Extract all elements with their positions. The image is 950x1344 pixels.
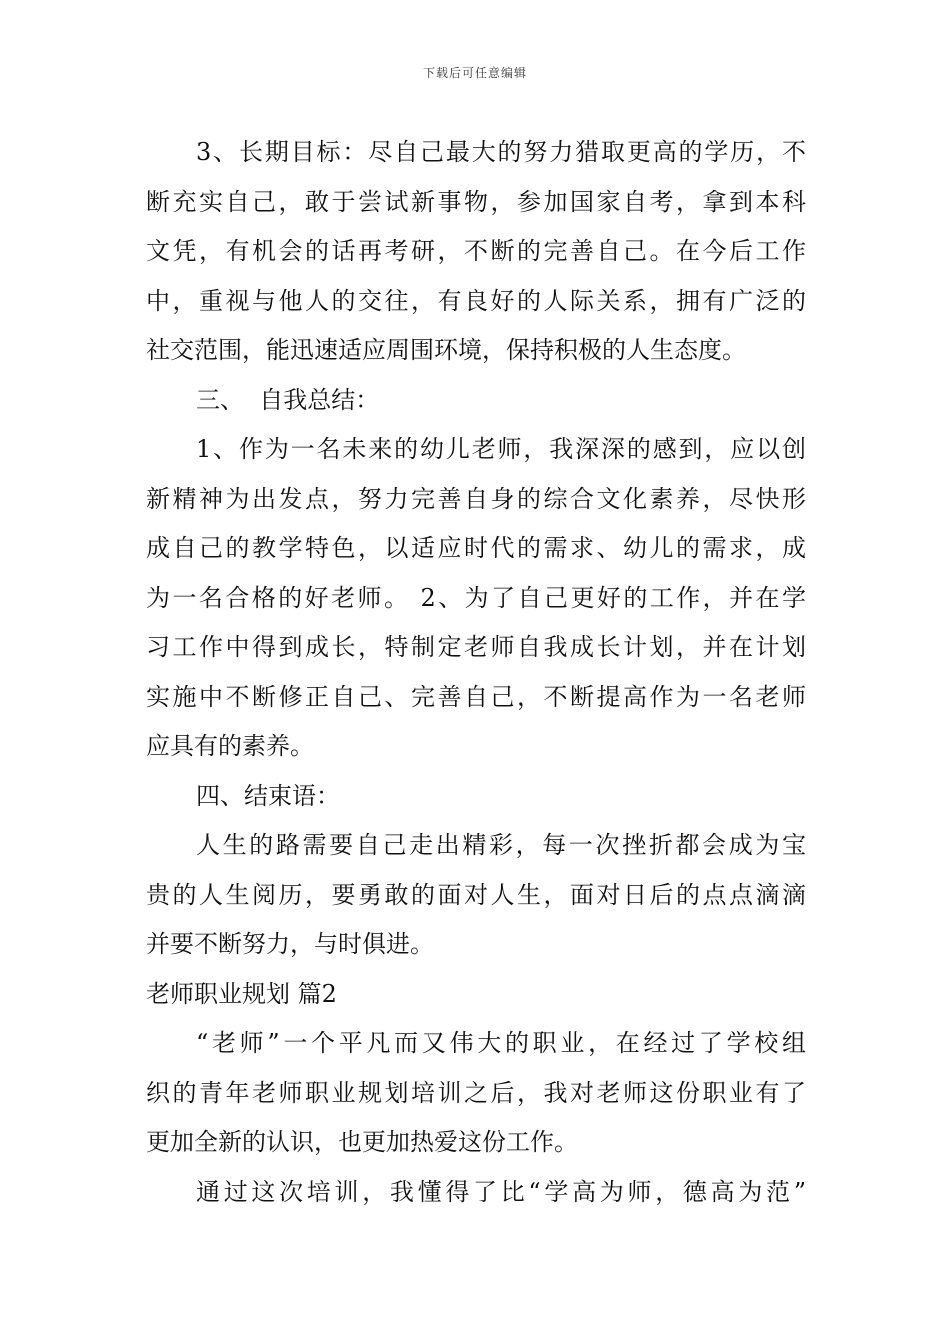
text-line: 新精神为出发点，努力完善自身的综合文化素养，尽快形 — [146, 484, 806, 513]
text-line: 3、长期目标：尽自己最大的努力猎取更高的学历，不 — [196, 138, 806, 166]
text-line: 通过这次培训，我懂得了比“学高为师，德高为范” — [196, 1177, 806, 1206]
section-heading: 三、 自我总结： — [196, 385, 380, 414]
text-line: 中，重视与他人的交往，有良好的人际关系，拥有广泛的 — [146, 286, 806, 315]
document-body — [146, 128, 806, 1217]
text-line: 并要不断努力，与时俱进。 — [146, 930, 434, 958]
text-line: 1、作为一名未来的幼儿老师，我深深的感到，应以创 — [196, 435, 806, 463]
text-line: 应具有的素养。 — [146, 732, 314, 760]
text-line: 断充实自己，敢于尝试新事物，参加国家自考，拿到本科 — [146, 187, 806, 216]
text-line: 成自己的教学特色，以适应时代的需求、幼儿的需求，成 — [146, 534, 806, 562]
text-line: 文凭，有机会的话再考研，不断的完善自己。在今后工作 — [146, 237, 806, 265]
text-line: 习工作中得到成长，特制定老师自我成长计划，并在计划 — [146, 633, 806, 661]
text-line: “老师”一个平凡而又伟大的职业，在经过了学校组 — [196, 1029, 806, 1057]
page-header-note: 下载后可任意编辑 — [422, 66, 527, 80]
text-line: 更加全新的认识，也更加热爱这份工作。 — [146, 1128, 578, 1156]
text-line: 贵的人生阅历，要勇敢的面对人生，面对日后的点点滴滴 — [146, 880, 806, 909]
section-heading: 四、结束语： — [196, 781, 340, 810]
text-line: 人生的路需要自己走出精彩，每一次挫折都会成为宝 — [196, 831, 806, 859]
text-line: 为一名合格的好老师。 2、为了自己更好的工作，并在学 — [146, 583, 806, 612]
text-line: 织的青年老师职业规划培训之后，我对老师这份职业有了 — [146, 1078, 806, 1107]
article-title: 老师职业规划 篇2 — [146, 979, 337, 1008]
text-line: 社交范围，能迅速适应周围环境，保持积极的人生态度。 — [146, 336, 746, 364]
text-line: 实施中不断修正自己、完善自己，不断提高作为一名老师 — [146, 682, 806, 711]
